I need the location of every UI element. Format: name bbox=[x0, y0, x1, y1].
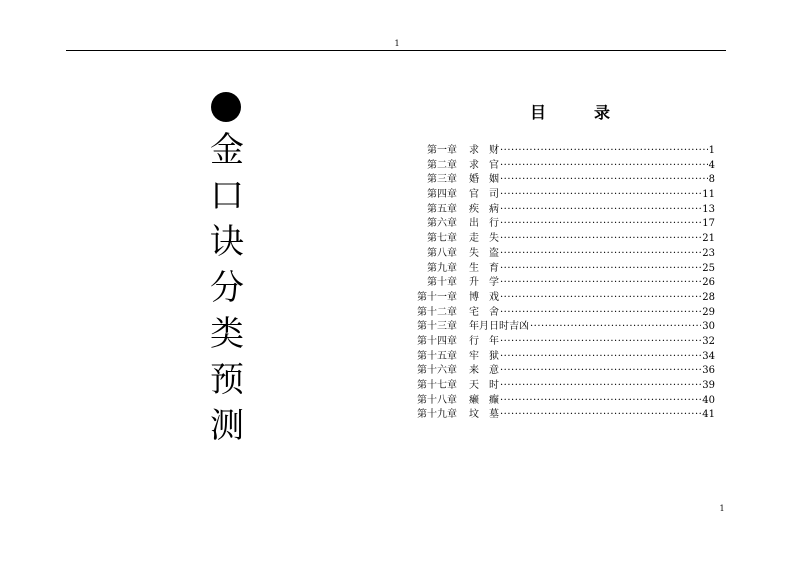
toc-leader-dots bbox=[500, 291, 701, 306]
toc-leader-dots bbox=[500, 232, 701, 247]
toc-page: 41 bbox=[702, 409, 715, 421]
toc-page: 11 bbox=[702, 189, 715, 201]
toc-leader-dots bbox=[500, 203, 701, 218]
toc-leader-dots bbox=[500, 306, 701, 321]
toc-entry[interactable] bbox=[405, 364, 715, 379]
toc-entry[interactable] bbox=[405, 335, 715, 350]
title-char: 口 bbox=[210, 176, 244, 216]
toc-leader-dots bbox=[500, 379, 701, 394]
toc-topic: 失 盗 bbox=[469, 247, 499, 259]
toc-gap bbox=[457, 320, 469, 335]
toc-page: 23 bbox=[702, 247, 715, 259]
toc-gap bbox=[457, 394, 469, 409]
toc-gap bbox=[457, 188, 469, 203]
toc-chapter: 第九章 bbox=[427, 262, 457, 274]
toc-chapter: 第五章 bbox=[427, 203, 457, 215]
toc-page: 4 bbox=[708, 159, 715, 171]
title-char: 预 bbox=[210, 360, 244, 400]
toc-page: 17 bbox=[702, 218, 715, 230]
toc-gap bbox=[457, 144, 469, 159]
toc-gap bbox=[457, 350, 469, 365]
toc-topic: 求 财 bbox=[469, 145, 499, 156]
toc-leader-dots bbox=[500, 144, 708, 159]
toc-page: 1 bbox=[708, 145, 715, 156]
toc-topic: 天 时 bbox=[469, 380, 499, 391]
toc-gap bbox=[457, 159, 469, 174]
toc-gap bbox=[457, 217, 469, 232]
toc-gap bbox=[457, 291, 469, 306]
toc-heading-char: 目 bbox=[530, 103, 547, 122]
toc-entry[interactable] bbox=[405, 173, 715, 188]
toc-chapter: 第十八章 bbox=[417, 394, 457, 406]
toc-topic: 走 失 bbox=[469, 233, 499, 245]
toc-entry[interactable] bbox=[405, 262, 715, 277]
toc-chapter: 第十五章 bbox=[417, 350, 457, 362]
toc-gap bbox=[457, 379, 469, 394]
toc-leader-dots bbox=[500, 350, 701, 365]
toc-chapter: 第六章 bbox=[427, 218, 457, 230]
toc-page: 8 bbox=[708, 174, 715, 186]
toc-page: 25 bbox=[702, 262, 715, 274]
toc-leader-dots bbox=[500, 217, 701, 232]
toc-topic: 出 行 bbox=[469, 218, 499, 230]
toc-gap bbox=[457, 335, 469, 350]
toc-gap bbox=[457, 276, 469, 291]
toc-gap bbox=[457, 306, 469, 321]
toc-topic: 求 官 bbox=[469, 159, 499, 171]
toc-entry[interactable] bbox=[405, 203, 715, 218]
toc-leader-dots bbox=[500, 335, 701, 350]
toc-leader-dots bbox=[500, 262, 701, 277]
toc-topic: 牢 狱 bbox=[469, 350, 499, 362]
toc-gap bbox=[457, 203, 469, 218]
toc-chapter: 第七章 bbox=[427, 233, 457, 245]
toc-topic: 博 戏 bbox=[469, 291, 499, 303]
footer-page-number: 1 bbox=[719, 504, 725, 513]
toc-chapter: 第一章 bbox=[427, 145, 457, 156]
toc-page: 39 bbox=[702, 380, 715, 391]
toc-topic: 行 年 bbox=[469, 335, 499, 347]
toc-entry[interactable] bbox=[405, 306, 715, 321]
book-title bbox=[207, 127, 247, 449]
toc-entry[interactable] bbox=[405, 217, 715, 232]
toc-entry[interactable] bbox=[405, 247, 715, 262]
toc-entry[interactable] bbox=[405, 408, 715, 423]
toc-page: 40 bbox=[702, 394, 715, 406]
title-char: 测 bbox=[210, 406, 244, 446]
toc-gap bbox=[457, 232, 469, 247]
title-char: 类 bbox=[210, 314, 244, 354]
toc-leader-dots bbox=[500, 159, 708, 174]
toc-topic: 生 育 bbox=[469, 262, 499, 274]
toc-gap bbox=[457, 173, 469, 188]
toc-topic: 癞 癫 bbox=[469, 394, 499, 406]
toc-leader-dots bbox=[500, 188, 701, 203]
toc-gap bbox=[457, 364, 469, 379]
toc-leader-dots bbox=[500, 276, 701, 291]
toc-entry[interactable] bbox=[405, 394, 715, 409]
toc-heading bbox=[530, 104, 610, 122]
toc-entry[interactable] bbox=[405, 350, 715, 365]
toc-entry[interactable] bbox=[405, 188, 715, 203]
header-rule bbox=[66, 50, 726, 51]
toc-page: 32 bbox=[702, 335, 715, 347]
title-char: 诀 bbox=[210, 222, 244, 262]
toc-leader-dots bbox=[530, 320, 701, 335]
toc-topic: 坟 墓 bbox=[469, 409, 499, 421]
toc-chapter: 第二章 bbox=[427, 159, 457, 171]
toc-chapter: 第三章 bbox=[427, 174, 457, 186]
toc-topic: 来 意 bbox=[469, 365, 499, 377]
toc-gap bbox=[457, 262, 469, 277]
toc-entry[interactable] bbox=[405, 320, 715, 335]
toc-chapter: 第十七章 bbox=[417, 380, 457, 391]
toc-leader-dots bbox=[500, 408, 701, 423]
toc-chapter: 第十六章 bbox=[417, 365, 457, 377]
table-of-contents bbox=[405, 144, 715, 423]
toc-chapter: 第十九章 bbox=[417, 409, 457, 421]
toc-chapter: 第十一章 bbox=[417, 291, 457, 303]
toc-page: 29 bbox=[702, 306, 715, 318]
toc-entry[interactable] bbox=[405, 232, 715, 247]
toc-topic: 婚 姻 bbox=[469, 174, 499, 186]
toc-topic: 升 学 bbox=[469, 277, 499, 289]
toc-page: 34 bbox=[702, 350, 715, 362]
toc-chapter: 第八章 bbox=[427, 247, 457, 259]
toc-topic: 宅 舍 bbox=[469, 306, 499, 318]
toc-chapter: 第十二章 bbox=[417, 306, 457, 318]
toc-leader-dots bbox=[500, 364, 701, 379]
toc-chapter: 第十三章 bbox=[417, 321, 457, 333]
title-char: 分 bbox=[210, 268, 244, 308]
bullet-icon bbox=[211, 92, 241, 122]
toc-leader-dots bbox=[500, 173, 708, 188]
toc-gap bbox=[457, 247, 469, 262]
toc-topic: 年月日时吉凶 bbox=[469, 321, 529, 333]
toc-page: 13 bbox=[702, 203, 715, 215]
toc-leader-dots bbox=[500, 394, 701, 409]
toc-chapter: 第四章 bbox=[427, 189, 457, 201]
title-char: 金 bbox=[210, 130, 244, 170]
toc-page: 30 bbox=[702, 321, 715, 333]
toc-entry[interactable] bbox=[405, 276, 715, 291]
toc-entry[interactable] bbox=[405, 159, 715, 174]
toc-chapter: 第十四章 bbox=[417, 335, 457, 347]
toc-entry[interactable] bbox=[405, 144, 715, 159]
toc-page: 26 bbox=[702, 277, 715, 289]
toc-heading-char: 录 bbox=[593, 103, 610, 122]
toc-topic: 官 司 bbox=[469, 189, 499, 201]
toc-page: 28 bbox=[702, 291, 715, 303]
toc-topic: 疾 病 bbox=[469, 203, 499, 215]
header-page-number: 1 bbox=[394, 39, 400, 48]
toc-chapter: 第十章 bbox=[427, 277, 457, 289]
toc-entry[interactable] bbox=[405, 291, 715, 306]
toc-gap bbox=[457, 408, 469, 423]
toc-page: 21 bbox=[702, 233, 715, 245]
toc-entry[interactable] bbox=[405, 379, 715, 394]
toc-leader-dots bbox=[500, 247, 701, 262]
toc-page: 36 bbox=[702, 365, 715, 377]
